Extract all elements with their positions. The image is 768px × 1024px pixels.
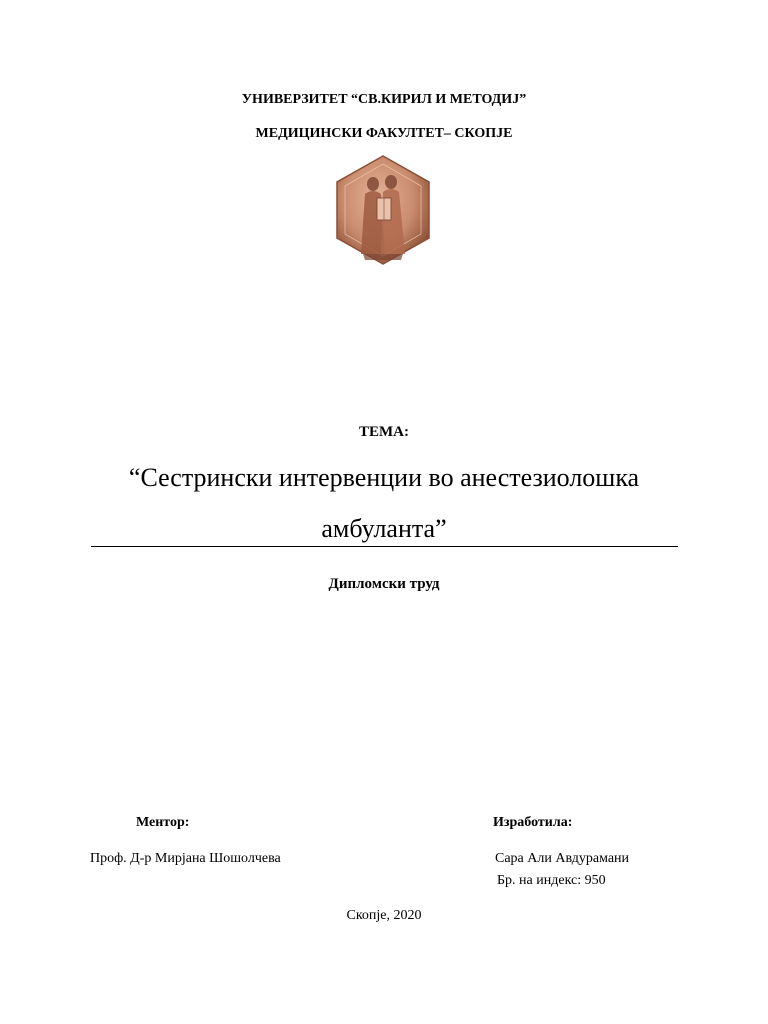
mentor-name: Проф. Д-р Мирјана Шошолчева [90, 851, 281, 866]
title-underline [91, 546, 678, 547]
university-seal-icon [333, 154, 433, 266]
mentor-label: Ментор: [136, 815, 190, 830]
faculty-name: МЕДИЦИНСКИ ФАКУЛТЕТ– СКОПЈЕ [255, 126, 513, 141]
topic-label: ТЕМА: [359, 424, 409, 440]
thesis-title-line-2: амбуланта” [321, 514, 447, 543]
thesis-title-line-1: “Сестрински интервенции во анестезиолошка [128, 463, 640, 492]
thesis-type: Дипломски труд [328, 576, 440, 592]
author-name: Сара Али Авдурамани [495, 851, 630, 866]
university-name: УНИВЕРЗИТЕТ “СВ.КИРИЛ И МЕТОДИЈ” [241, 92, 527, 107]
author-label: Изработила: [493, 815, 573, 830]
author-index-number: Бр. на индекс: 950 [497, 873, 606, 888]
place-and-year: Скопје, 2020 [346, 908, 422, 923]
